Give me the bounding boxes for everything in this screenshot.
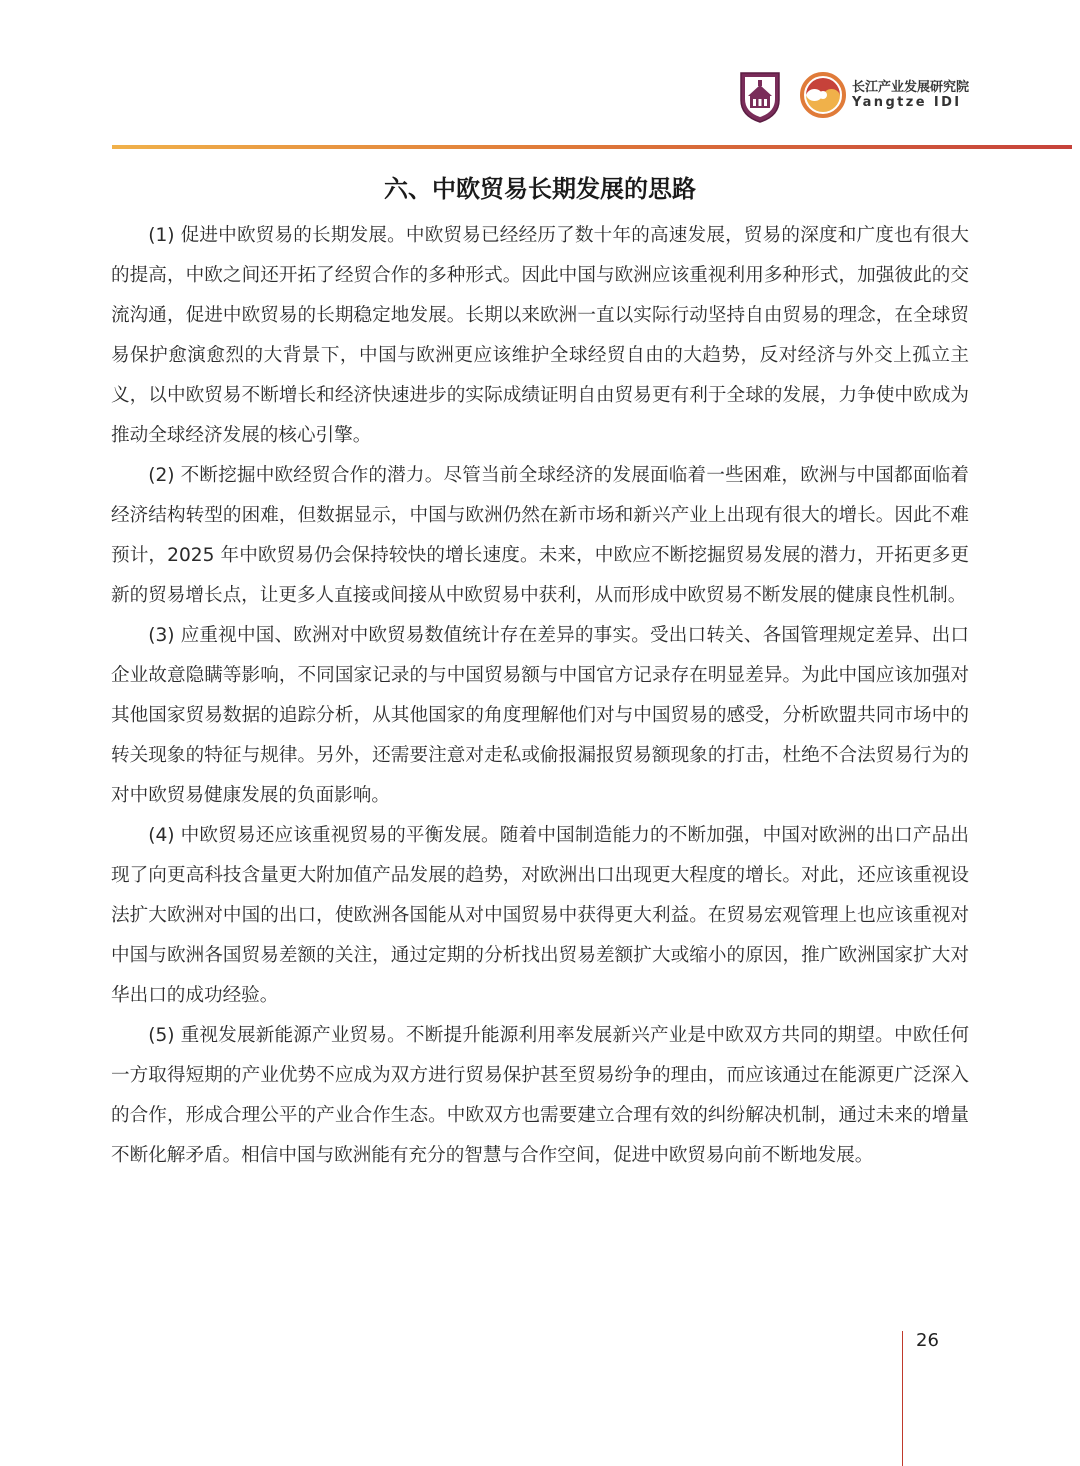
footer-divider [902,1331,903,1466]
university-crest-icon [738,70,782,124]
paragraph-2: (2) 不断挖掘中欧经贸合作的潜力。尽管当前全球经济的发展面临着一些困难，欧洲与中国都面临着经济结构转型的困难，但数据显示，中国与欧洲仍然在新市场和新兴产业上出现有很大的增长。因此不难预计，2025 年中欧贸易仍会保持较快的增长速度。未来，中欧应不断挖掘贸易发展的潜力，开拓更多更新的贸易增长点，让更多人直接或间接从中欧贸易中获利，从而形成中欧贸易不断发展的健康良性机制。 [111,465,969,606]
paragraph-5: (5) 重视发展新能源产业贸易。不断提升能源利用率发展新兴产业是中欧双方共同的期望。中欧任何一方取得短期的产业优势不应成为双方进行贸易保护甚至贸易纷争的理由，而应该通过在能源更广泛深入的合作，形成合理公平的产业合作生态。中欧双方也需要建立合理有效的纠纷解决机制，通过未来的增量不断化解矛盾。相信中国与欧洲能有充分的智慧与合作空间，促进中欧贸易向前不断地发展。 [111,1025,969,1166]
institute-name-cn: 长江产业发展研究院 [852,80,970,95]
paragraph-4: (4) 中欧贸易还应该重视贸易的平衡发展。随着中国制造能力的不断加强，中国对欧洲的出口产品出现了向更高科技含量更大附加值产品发展的趋势，对欧洲出口出现更大程度的增长。对此，还应该重视设法扩大欧洲对中国的出口，使欧洲各国能从对中国贸易中获得更大利益。在贸易宏观管理上也应该重视对中国与欧洲各国贸易差额的关注，通过定期的分析找出贸易差额扩大或缩小的原因，推广欧洲国家扩大对华出口的成功经验。 [111,825,969,1006]
header-divider [112,145,1072,149]
institute-name [852,80,969,111]
paragraph-1: (1) 促进中欧贸易的长期发展。中欧贸易已经经历了数十年的高速发展，贸易的深度和广度也有很大的提高，中欧之间还开拓了经贸合作的多种形式。因此中国与欧洲应该重视利用多种形式，加强彼此的交流沟通，促进中欧贸易的长期稳定地发展。长期以来欧洲一直以实际行动坚持自由贸易的理念，在全球贸易保护愈演愈烈的大背景下，中国与欧洲更应该维护全球经贸自由的大趋势，反对经济与外交上孤立主义，以中欧贸易不断增长和经济快速进步的实际成绩证明自由贸易更有利于全球的发展，力争使中欧成为推动全球经济发展的核心引擎。 [111,225,969,446]
header-logos [738,68,1068,126]
page-number: 26 [916,1330,939,1351]
body-text [111,216,969,1176]
yangtze-idi-swirl-icon [800,72,846,118]
section-title: 六、中欧贸易长期发展的思路 [384,175,696,203]
paragraph-3: (3) 应重视中国、欧洲对中欧贸易数值统计存在差异的事实。受出口转关、各国管理规定差异、出口企业故意隐瞒等影响，不同国家记录的与中国贸易额与中国官方记录存在明显差异。为此中国应该加强对其他国家贸易数据的追踪分析，从其他国家的角度理解他们对与中国贸易的感受，分析欧盟共同市场中的转关现象的特征与规律。另外，还需要注意对走私或偷报漏报贸易额现象的打击，杜绝不合法贸易行为的对中欧贸易健康发展的负面影响。 [111,625,969,806]
institute-name-en: Yangtze IDI [852,95,962,110]
